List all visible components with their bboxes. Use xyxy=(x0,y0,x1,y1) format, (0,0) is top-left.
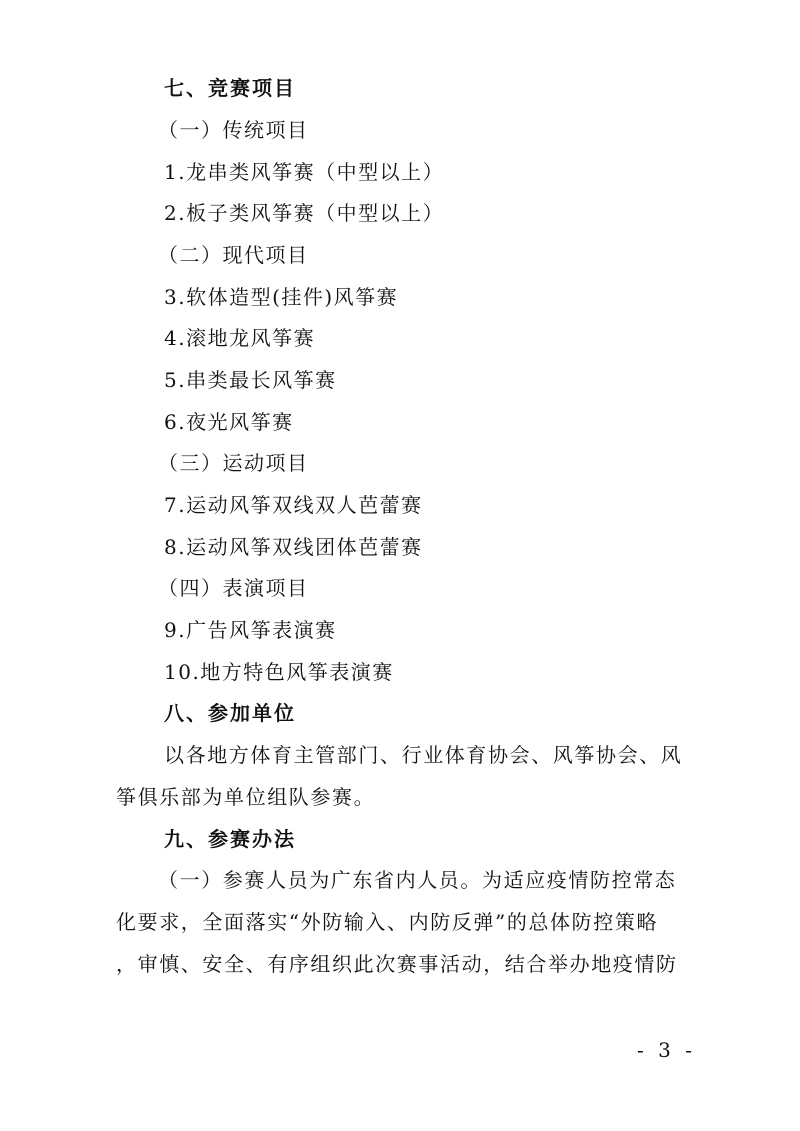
list-item: 7.运动风筝双线双人芭蕾赛 xyxy=(164,493,423,517)
subheading-modern: （二）现代项目 xyxy=(158,243,309,267)
subheading-performance: （四）表演项目 xyxy=(158,576,309,600)
list-item: 4.滚地龙风筝赛 xyxy=(164,326,316,350)
paragraph-line: 筝俱乐部为单位组队参赛。 xyxy=(116,785,376,809)
section-heading-7: 七、竞赛项目 xyxy=(164,76,296,100)
paragraph-line: （一）参赛人员为广东省内人员。为适应疫情防控常态 xyxy=(158,868,677,892)
section-heading-8: 八、参加单位 xyxy=(164,701,296,725)
list-item: 8.运动风筝双线团体芭蕾赛 xyxy=(164,535,423,559)
paragraph-line: 以各地方体育主管部门、行业体育协会、风筝协会、风 xyxy=(164,743,683,767)
list-item: 2.板子类风筝赛（中型以上） xyxy=(164,201,445,225)
list-item: 5.串类最长风筝赛 xyxy=(164,368,337,392)
subheading-traditional: （一）传统项目 xyxy=(158,118,309,142)
list-item: 3.软体造型(挂件)风筝赛 xyxy=(164,285,399,309)
paragraph-line: ，审慎、安全、有序组织此次赛事活动，结合举办地疫情防 xyxy=(116,952,678,976)
page-number: - 3 - xyxy=(637,1038,696,1062)
paragraph-line: 化要求，全面落实“外防输入、内防反弹”的总体防控策略 xyxy=(116,910,659,934)
list-item: 10.地方特色风筝表演赛 xyxy=(164,660,394,684)
subheading-sports: （三）运动项目 xyxy=(158,451,309,475)
list-item: 1.龙串类风筝赛（中型以上） xyxy=(164,160,445,184)
list-item: 9.广告风筝表演赛 xyxy=(164,618,337,642)
section-heading-9: 九、参赛办法 xyxy=(164,827,296,851)
list-item: 6.夜光风筝赛 xyxy=(164,410,294,434)
